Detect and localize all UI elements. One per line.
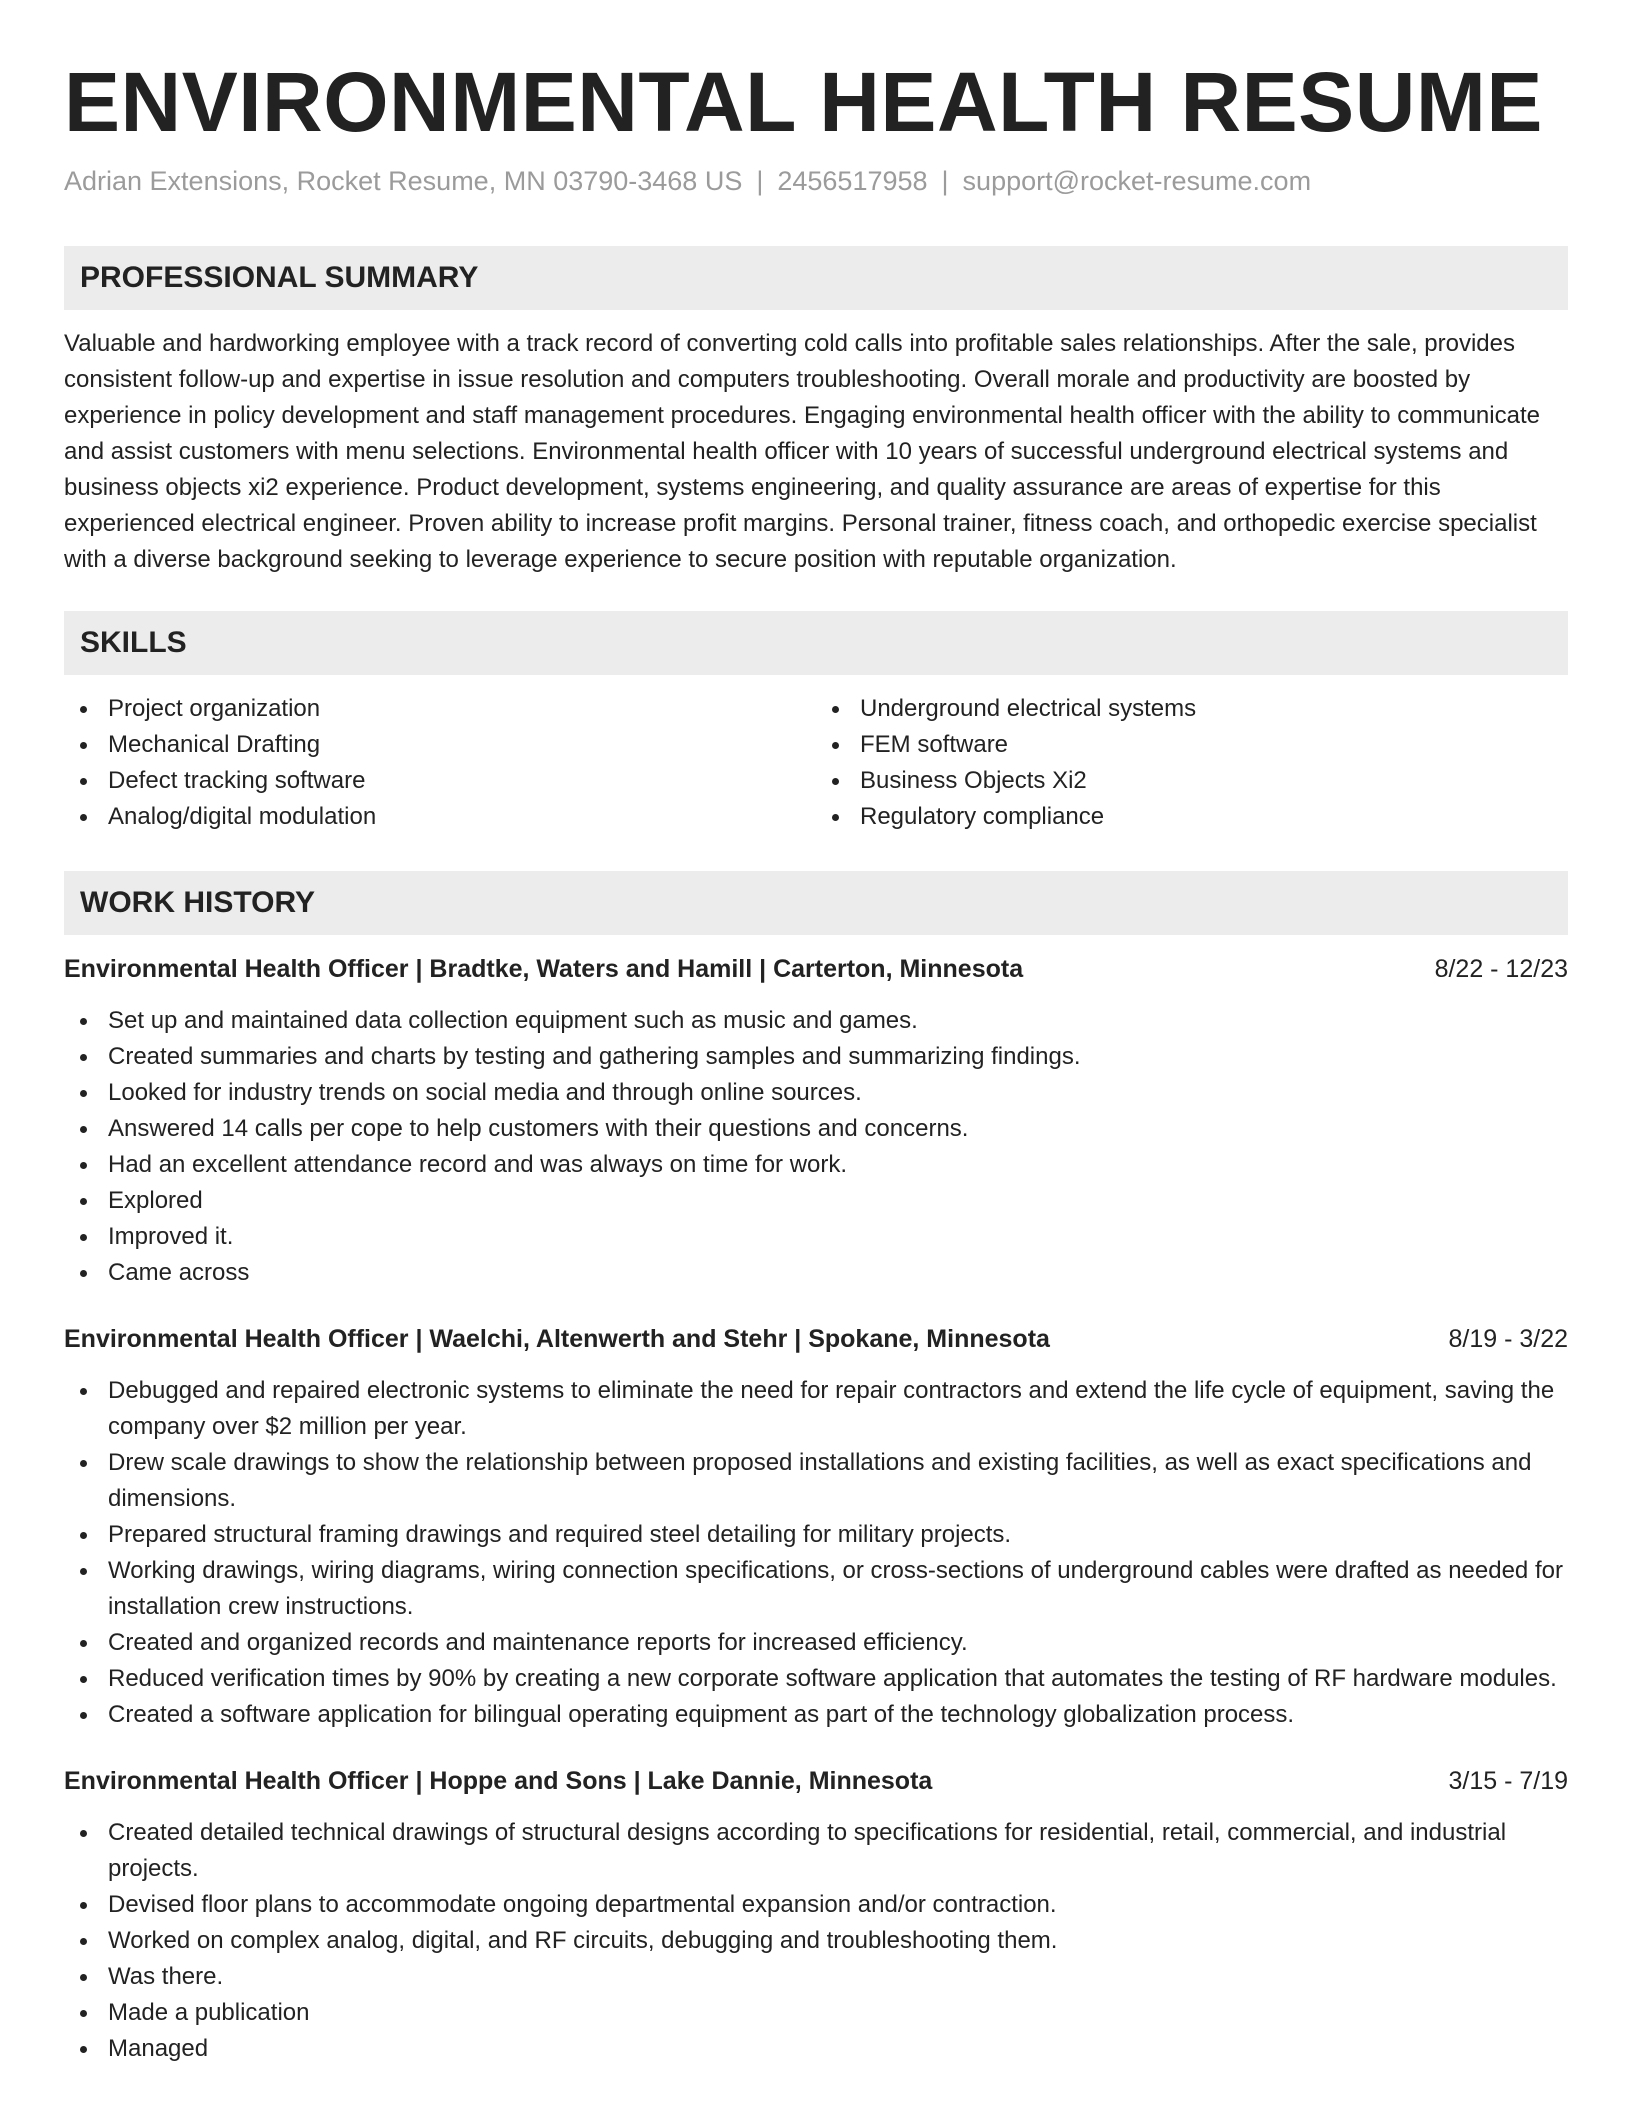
skill-item: Mechanical Drafting [108, 727, 816, 763]
skill-item: Defect tracking software [108, 763, 816, 799]
contact-separator: | [941, 166, 949, 196]
job-entry [64, 951, 1568, 1291]
job-title: Environmental Health Officer | Bradtke, Waters and Hamill | Carterton, Minnesota [64, 955, 1024, 983]
skill-item: Business Objects Xi2 [860, 763, 1568, 799]
job-bullets [64, 1003, 1568, 1291]
skill-item: Project organization [108, 691, 816, 727]
job-title: Environmental Health Officer | Waelchi, Altenwerth and Stehr | Spokane, Minnesota [64, 1325, 1050, 1353]
job-bullet: Created and organized records and maintenance reports for increased efficiency. [108, 1625, 1568, 1661]
job-entry [64, 1321, 1568, 1733]
job-bullet: Managed [108, 2031, 1568, 2067]
skill-item: Analog/digital modulation [108, 799, 816, 835]
skill-item: FEM software [860, 727, 1568, 763]
job-bullet: Answered 14 calls per cope to help customers with their questions and concerns. [108, 1111, 1568, 1147]
contact-separator: | [756, 166, 764, 196]
work-history-heading: WORK HISTORY [64, 871, 1568, 935]
job-bullet: Was there. [108, 1959, 1568, 1995]
job-dates: 8/19 - 3/22 [1448, 1325, 1568, 1353]
job-bullet: Made a publication [108, 1995, 1568, 2031]
summary-heading: PROFESSIONAL SUMMARY [64, 246, 1568, 310]
job-bullet: Working drawings, wiring diagrams, wiring connection specifications, or cross-sections of underground cables were drafted as needed for installation crew instructions. [108, 1553, 1568, 1625]
job-dates: 3/15 - 7/19 [1448, 1767, 1568, 1795]
job-bullet: Created a software application for bilingual operating equipment as part of the technology globalization process. [108, 1697, 1568, 1733]
job-bullet: Improved it. [108, 1219, 1568, 1255]
skills-list [64, 691, 1568, 835]
job-bullets [64, 1815, 1568, 2067]
job-bullet: Created detailed technical drawings of structural designs according to specifications for residential, retail, commercial, and industrial projects. [108, 1815, 1568, 1887]
job-bullet: Devised floor plans to accommodate ongoing departmental expansion and/or contraction. [108, 1887, 1568, 1923]
job-bullet: Had an excellent attendance record and was always on time for work. [108, 1147, 1568, 1183]
skill-item: Regulatory compliance [860, 799, 1568, 835]
job-title: Environmental Health Officer | Hoppe and Sons | Lake Dannie, Minnesota [64, 1767, 933, 1795]
contact-address: Adrian Extensions, Rocket Resume, MN 03790-3468 US [64, 166, 743, 196]
job-header [64, 1763, 1568, 1799]
contact-line [64, 164, 1568, 198]
skills-column-right [816, 691, 1568, 835]
job-bullets [64, 1373, 1568, 1733]
job-bullet: Prepared structural framing drawings and required steel detailing for military projects. [108, 1517, 1568, 1553]
summary-text: Valuable and hardworking employee with a track record of converting cold calls into profitable sales relationships. After the sale, provides consistent follow-up and expertise in issue resolution and computers troubleshooting. Overall morale and productivity are boosted by experience in policy development and staff management procedures. Engaging environmental health officer with the ability to communicate and assist customers with menu selections. Environmental health officer with 10 years of successful underground electrical systems and business objects xi2 experience. Product development, systems engineering, and quality assurance are areas of expertise for this experienced electrical engineer. Proven ability to increase profit margins. Personal trainer, fitness coach, and orthopedic exercise specialist with a diverse background seeking to leverage experience to secure position with reputable organization. [64, 330, 1540, 573]
job-bullet: Drew scale drawings to show the relationship between proposed installations and existing facilities, as well as exact specifications and dimensions. [108, 1445, 1568, 1517]
job-header [64, 951, 1568, 987]
job-bullet: Reduced verification times by 90% by creating a new corporate software application that automates the testing of RF hardware modules. [108, 1661, 1568, 1697]
contact-email[interactable]: support@rocket-resume.com [962, 166, 1312, 196]
job-header [64, 1321, 1568, 1357]
skills-heading: SKILLS [64, 611, 1568, 675]
job-dates: 8/22 - 12/23 [1434, 955, 1568, 983]
job-bullet: Came across [108, 1255, 1568, 1291]
job-bullet: Created summaries and charts by testing and gathering samples and summarizing findings. [108, 1039, 1568, 1075]
job-bullet: Looked for industry trends on social media and through online sources. [108, 1075, 1568, 1111]
skill-item: Underground electrical systems [860, 691, 1568, 727]
job-bullet: Set up and maintained data collection equipment such as music and games. [108, 1003, 1568, 1039]
resume-title: ENVIRONMENTAL HEALTH RESUME [64, 55, 1543, 149]
contact-phone: 2456517958 [777, 166, 928, 196]
job-entry [64, 1763, 1568, 2067]
job-bullet: Worked on complex analog, digital, and RF circuits, debugging and troubleshooting them. [108, 1923, 1568, 1959]
job-bullet: Explored [108, 1183, 1568, 1219]
skills-column-left [64, 691, 816, 835]
job-bullet: Debugged and repaired electronic systems to eliminate the need for repair contractors and extend the life cycle of equipment, saving the company over $2 million per year. [108, 1373, 1568, 1445]
